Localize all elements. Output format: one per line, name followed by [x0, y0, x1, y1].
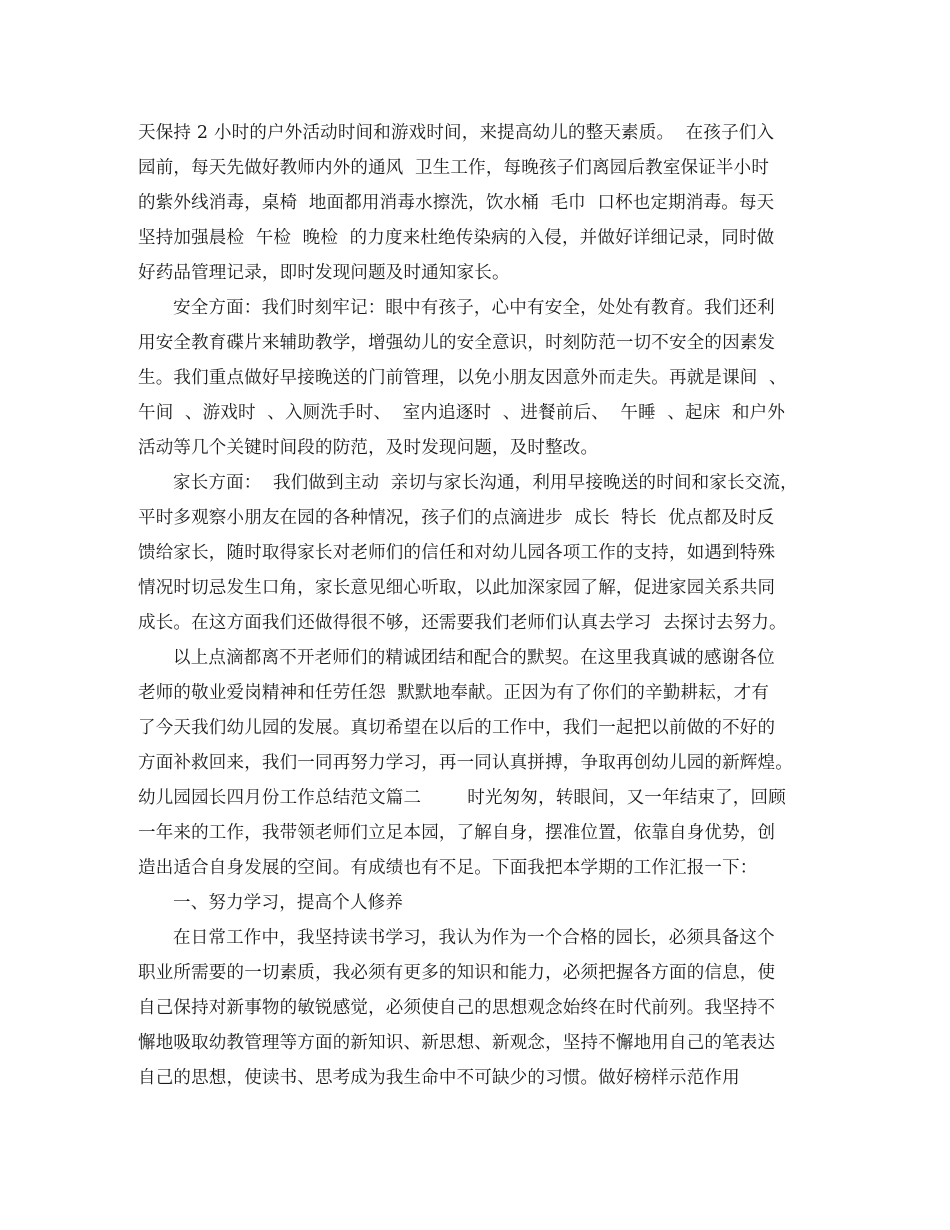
text-line: 用安全教育碟片来辅助教学，增强幼儿的安全意识，时刻防范一切不安全的因素发: [138, 333, 776, 353]
text-line: 生。我们重点做好早接晚送的门前管理，以免小朋友因意外而走失。再就是课间 、: [138, 368, 787, 388]
text-line: 的紫外线消毒，桌椅 地面都用消毒水擦洗，饮水桶 毛巾 口杯也定期消毒。每天: [138, 193, 775, 213]
text-line: 自己的思想，使读书、思考成为我生命中不可缺少的习惯。做好榜样示范作用: [138, 1068, 740, 1088]
paragraph-start-line: 安全方面：我们时刻牢记：眼中有孩子，心中有安全，处处有教育。我们还利: [173, 298, 775, 318]
text-line: 老师的敬业爱岗精神和任劳任怨 默默地奉献。正因为有了你们的辛勤耕耘，才有: [138, 683, 770, 703]
text-line: 职业所需要的一切素质，我必须有更多的知识和能力，必须把握各方面的信息，使: [138, 963, 776, 983]
text-line: 平时多观察小朋友在园的各种情况，孩子们的点滴进步 成长 特长 优点都及时反: [138, 508, 775, 528]
text-line: 了今天我们幼儿园的发展。真切希望在以后的工作中，我们一起把以前做的不好的: [138, 718, 776, 738]
text-line: 午间 、游戏时 、入厕洗手时、 室内追逐时 、进餐前后、 午睡 、起床 和户外: [138, 403, 786, 423]
text-line: 天保持 2 小时的户外活动时间和游戏时间，来提高幼儿的整天素质。 在孩子们入: [138, 123, 775, 143]
text-line: 懈地吸取幼教管理等方面的新知识、新思想、新观念，坚持不懈地用自己的笔表达: [138, 1033, 776, 1053]
text-line: 造出适合自身发展的空间。有成绩也有不足。下面我把本学期的工作汇报一下：: [138, 858, 758, 878]
text-line: 自己保持对新事物的敏锐感觉，必须使自己的思想观念始终在时代前列。我坚持不: [138, 998, 776, 1018]
paragraph-start-line: 家长方面： 我们做到主动 亲切与家长沟通，利用早接晚送的时间和家长交流，: [173, 473, 798, 493]
text-line: 好药品管理记录，即时发现问题及时通知家长。: [138, 263, 510, 283]
text-line: 坚持加强晨检 午检 晚检 的力度来杜绝传染病的入侵，并做好详细记录，同时做: [138, 228, 775, 248]
text-line: 园前，每天先做好教师内外的通风 卫生工作，每晚孩子们离园后教室保证半小时: [138, 158, 770, 178]
paragraph-start-line: 以上点滴都离不开老师们的精诚团结和配合的默契。在这里我真诚的感谢各位: [173, 648, 775, 668]
paragraph-start-line: 在日常工作中，我坚持读书学习，我认为作为一个合格的园长，必须具备这个: [173, 928, 775, 948]
section-title-line: 幼儿园园长四月份工作总结范文篇二 时光匆匆，转眼间，又一年结束了，回顾: [138, 788, 786, 808]
text-line: 方面补救回来，我们一同再努力学习，再一同认真拼搏，争取再创幼儿园的新辉煌。: [138, 753, 793, 773]
text-line: 情况时切忌发生口角，家长意见细心听取，以此加深家园了解，促进家园关系共同: [138, 578, 776, 598]
document-body: [138, 116, 828, 1096]
text-line: 成长。在这方面我们还做得很不够，还需要我们老师们认真去学习 去探讨去努力。: [138, 613, 787, 633]
text-line: 活动等几个关键时间段的防范，及时发现问题，及时整改。: [138, 438, 599, 458]
section-heading: 一、努力学习，提高个人修养: [173, 893, 404, 913]
text-line: 一年来的工作，我带领老师们立足本园，了解自身，摆准位置，依靠自身优势，创: [138, 823, 776, 843]
text-line: 馈给家长，随时取得家长对老师们的信任和对幼儿园各项工作的支持，如遇到特殊: [138, 543, 776, 563]
